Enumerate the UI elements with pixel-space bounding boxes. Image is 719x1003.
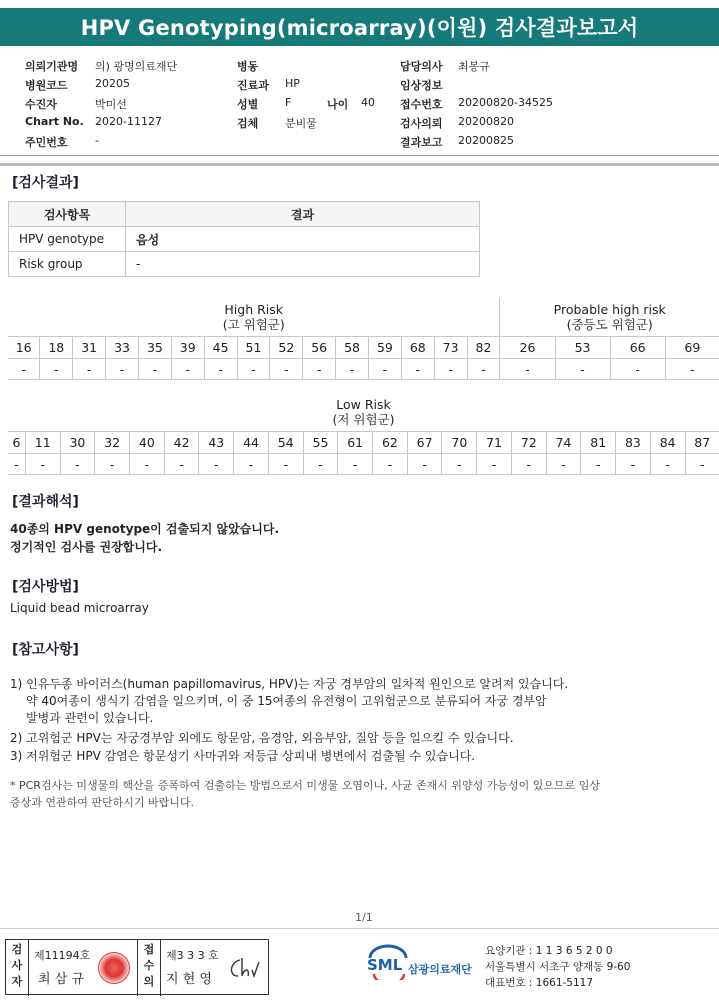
genotype-number: 72 (511, 432, 546, 454)
value-receipt-no: 20200820-34525 (458, 96, 553, 109)
reviewer-no: 제3 3 3 호 (166, 949, 219, 962)
footnote-line-2: 증상과 연관하여 판단하시기 바랍니다. (10, 796, 195, 809)
result-header-item: 검사항목 (9, 202, 126, 227)
label-chart-no: Chart No. (25, 115, 84, 128)
signature-box (5, 939, 269, 995)
genotype-result: - (171, 359, 204, 380)
label-institution: 의뢰기관명 (25, 60, 79, 73)
value-sex: F (285, 96, 292, 109)
examiner-label-text: 검사자 (11, 943, 23, 988)
genotype-number: 11 (25, 432, 60, 454)
genotype-number: 35 (138, 337, 171, 359)
examiner-name: 최 삼 규 (38, 972, 84, 987)
genotype-number: 53 (555, 337, 610, 359)
genotype-result: - (511, 454, 546, 475)
label-sex: 성별 (237, 98, 259, 111)
genotype-result: - (270, 359, 303, 380)
section-method: [검사방법] (12, 579, 79, 595)
genotype-result: - (434, 359, 467, 380)
value-report-date: 20200825 (458, 134, 514, 147)
section-interpretation: [결과해석] (12, 494, 79, 510)
reviewer-name: 지 현 영 (166, 972, 212, 987)
value-resident-no: - (95, 134, 99, 147)
genotype-result: - (467, 359, 500, 380)
genotype-result: - (204, 359, 237, 380)
address: 서울특별시 서초구 양재동 9-60 (485, 961, 631, 973)
probable-high-risk-group-header (500, 298, 719, 337)
genotype-result: - (237, 359, 270, 380)
genotype-result: - (40, 359, 73, 380)
high-risk-label: High Risk (224, 302, 284, 317)
genotype-number: 42 (164, 432, 199, 454)
genotype-result: - (303, 359, 336, 380)
high-risk-sublabel: (고 위험군) (222, 317, 285, 332)
genotype-result: - (106, 359, 139, 380)
genotype-number: 56 (303, 337, 336, 359)
genotype-result: - (8, 359, 40, 380)
table-row (9, 227, 480, 252)
genotype-result: - (650, 454, 685, 475)
page-number: 1/1 (355, 911, 373, 924)
result-header-result: 결과 (126, 202, 480, 227)
probable-high-risk-sublabel: (중등도 위험군) (566, 317, 653, 332)
phone: 대표번호 : 1661-5117 (485, 977, 594, 989)
label-patient: 수진자 (25, 98, 57, 111)
genotype-result: - (407, 454, 442, 475)
section-notes: [참고사항] (12, 642, 79, 658)
genotype-result: - (610, 359, 665, 380)
method-text: Liquid bead microarray (10, 601, 149, 615)
genotype-number: 81 (581, 432, 616, 454)
genotype-result: - (25, 454, 60, 475)
genotype-number: 52 (270, 337, 303, 359)
genotype-number: 74 (546, 432, 581, 454)
value-chart-no: 2020-11127 (95, 115, 162, 128)
result-value: 음성 (126, 227, 480, 252)
genotype-number: 32 (95, 432, 130, 454)
genotype-number: 61 (338, 432, 373, 454)
genotype-result: - (303, 454, 338, 475)
note-line-5: 3) 저위험군 HPV 감염은 항문성기 사마귀와 저등급 상피내 병변에서 검출될 수 있습니다. (10, 749, 476, 763)
genotype-result: - (665, 359, 719, 380)
label-clinical-info: 임상정보 (400, 79, 443, 92)
genotype-result: - (268, 454, 303, 475)
genotype-result: - (581, 454, 616, 475)
low-risk-sublabel: (저 위험군) (332, 412, 395, 427)
result-table (8, 201, 480, 277)
low-risk-genotype-table (8, 393, 719, 475)
genotype-number: 45 (204, 337, 237, 359)
genotype-number: 18 (40, 337, 73, 359)
examiner-label (6, 940, 29, 996)
header-divider-thick (0, 163, 719, 166)
value-request-date: 20200820 (458, 115, 514, 128)
genotype-number: 31 (73, 337, 106, 359)
reviewer-label-text: 접수의 (143, 943, 155, 988)
examiner-seal (98, 952, 130, 984)
genotype-number: 55 (303, 432, 338, 454)
genotype-number: 59 (368, 337, 401, 359)
genotype-result: - (555, 359, 610, 380)
genotype-result: - (336, 359, 369, 380)
note-line-3: 발병과 관련이 있습니다. (26, 711, 154, 725)
value-department: HP (285, 77, 300, 90)
genotype-number: 73 (434, 337, 467, 359)
genotype-number: 6 (8, 432, 25, 454)
value-hospital-code: 20205 (95, 77, 130, 90)
genotype-result: - (401, 359, 434, 380)
genotype-result: - (95, 454, 130, 475)
genotype-number: 84 (650, 432, 685, 454)
label-ward: 병동 (237, 60, 259, 73)
probable-high-risk-label: Probable high risk (553, 302, 666, 317)
genotype-result: - (442, 454, 477, 475)
genotype-number: 83 (616, 432, 651, 454)
label-receipt-no: 접수번호 (400, 98, 443, 111)
label-report-date: 결과보고 (400, 136, 443, 149)
result-item: Risk group (9, 252, 126, 277)
note-line-4: 2) 고위험군 HPV는 자궁경부암 외에도 항문암, 음경암, 외음부암, 질암 등을 일으킬 수 있습니다. (10, 731, 514, 745)
interpretation-line-1: 40종의 HPV genotype이 검출되지 않았습니다. (10, 522, 280, 536)
footer-divider (0, 928, 719, 929)
genotype-number: 43 (199, 432, 234, 454)
section-result: [검사결과] (12, 175, 79, 191)
genotype-result: - (477, 454, 512, 475)
label-specimen: 검체 (237, 117, 259, 130)
genotype-number: 39 (171, 337, 204, 359)
genotype-number: 30 (60, 432, 95, 454)
genotype-number: 68 (401, 337, 434, 359)
genotype-result: - (616, 454, 651, 475)
genotype-number: 44 (234, 432, 269, 454)
logo-text: SML (367, 956, 403, 974)
examiner-no: 제11194호 (34, 949, 91, 962)
genotype-result: - (138, 359, 171, 380)
note-line-2: 약 40여종이 생식기 감염을 일으키며, 이 중 15여종의 유전형이 고위험군으로 분류되어 자궁 경부암 (26, 694, 547, 708)
label-department: 진료과 (237, 79, 269, 92)
genotype-number: 70 (442, 432, 477, 454)
label-resident-no: 주민번호 (25, 136, 68, 149)
genotype-result: - (546, 454, 581, 475)
genotype-number: 82 (467, 337, 500, 359)
reviewer-signature (226, 954, 262, 982)
header-divider-thin (0, 155, 719, 156)
result-item: HPV genotype (9, 227, 126, 252)
genotype-number: 67 (407, 432, 442, 454)
genotype-result: - (368, 359, 401, 380)
value-age: 40 (361, 96, 375, 109)
genotype-number: 71 (477, 432, 512, 454)
interpretation-line-2: 정기적인 검사를 권장합니다. (10, 540, 163, 554)
org-name: 삼광의료재단 (408, 963, 472, 976)
genotype-result: - (73, 359, 106, 380)
genotype-result: - (164, 454, 199, 475)
genotype-result: - (500, 359, 555, 380)
genotype-number: 26 (500, 337, 555, 359)
genotype-number: 33 (106, 337, 139, 359)
genotype-number: 87 (685, 432, 719, 454)
genotype-result: - (60, 454, 95, 475)
value-doctor: 최봉규 (458, 60, 490, 73)
label-request-date: 검사의뢰 (400, 117, 443, 130)
genotype-number: 62 (373, 432, 408, 454)
header-col2 (237, 58, 375, 134)
value-specimen: 분비물 (285, 117, 317, 130)
value-institution: 의) 광명의료재단 (95, 60, 178, 73)
institution-code: 요양기관 : 1 1 3 6 5 2 0 0 (485, 945, 613, 957)
low-risk-label: Low Risk (336, 397, 391, 412)
genotype-result: - (130, 454, 165, 475)
genotype-number: 40 (130, 432, 165, 454)
genotype-number: 69 (665, 337, 719, 359)
genotype-result: - (8, 454, 25, 475)
header-col3 (400, 58, 553, 153)
table-row (9, 252, 480, 277)
header-col1 (25, 58, 178, 153)
label-doctor: 담당의사 (400, 60, 443, 73)
genotype-result: - (234, 454, 269, 475)
genotype-number: 66 (610, 337, 665, 359)
reviewer-label (137, 940, 161, 996)
genotype-number: 16 (8, 337, 40, 359)
genotype-number: 58 (336, 337, 369, 359)
genotype-result: - (199, 454, 234, 475)
genotype-result: - (373, 454, 408, 475)
value-patient: 박미선 (95, 98, 127, 111)
genotype-number: 51 (237, 337, 270, 359)
label-age: 나이 (327, 98, 349, 111)
high-risk-group-header (8, 298, 500, 337)
high-risk-genotype-table (8, 298, 719, 380)
genotype-result: - (338, 454, 373, 475)
label-hospital-code: 병원코드 (25, 79, 68, 92)
genotype-result: - (685, 454, 719, 475)
genotype-number: 54 (268, 432, 303, 454)
result-value: - (126, 252, 480, 277)
report-title: HPV Genotyping(microarray)(이원) 검사결과보고서 (0, 8, 719, 46)
note-line-1: 1) 인유두종 바이러스(human papillomavirus, HPV)는 자궁 경부암의 일차적 원인으로 알려져 있습니다. (10, 677, 569, 691)
footnote-line-1: * PCR검사는 미생물의 핵산을 증폭하여 검출하는 방법으로서 미생물 오염이나, 사균 존재시 위양성 가능성이 있으므로 임상 (10, 779, 600, 792)
low-risk-group-header (8, 393, 719, 432)
